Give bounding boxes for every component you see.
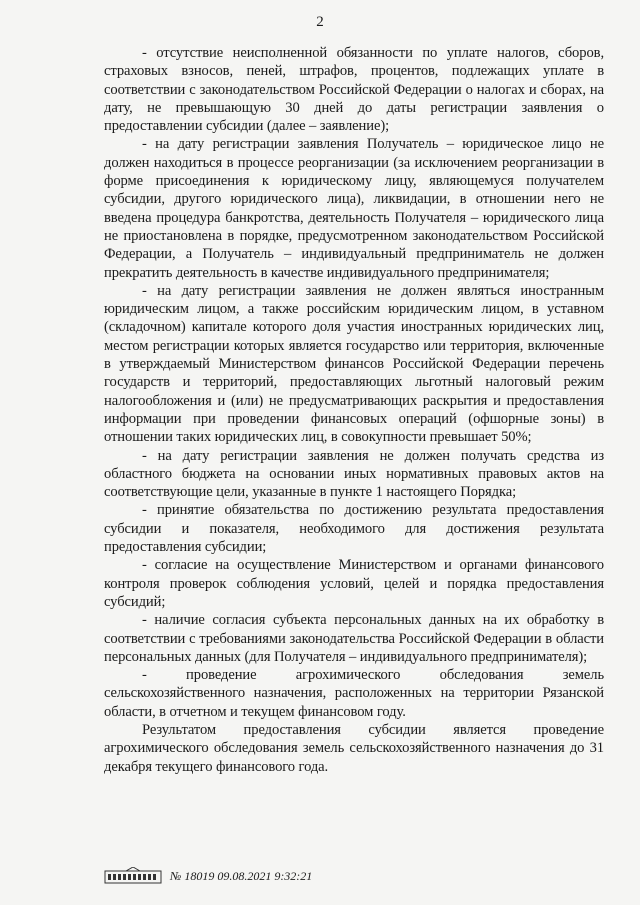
condition-budget-funds: - на дату регистрации заявления не должен получать средства из областного бюджета на основании иных нормативных правовых актов на соответствующие цели, указанные в пункте 1 настоящего Порядка; bbox=[104, 447, 604, 501]
condition-reorganization: - на дату регистрации заявления Получатель – юридическое лицо не должен находиться в процессе реорганизации (за исключением реорганизации в форме присоединения к юридическому лицу, являющемуся получателем субсидии, другого юридического лица), ликвидации, в отношении него не введена процедура банкротства, деятельность Получателя – юридического лица не приостановлена в порядке, предусмотренном законодательством Российской Федерации, а Получатель – индивидуальный предприниматель не должен прекратить деятельность в качестве индивидуального предпринимателя; bbox=[104, 136, 604, 281]
condition-personal-data: - наличие согласия субъекта персональных данных на их обработку в соответствии с требованиями законодательства Российской Федерации в области персональных данных (для Получателя – индивидуального предпринимателя); bbox=[104, 612, 604, 665]
condition-agrochemical-survey: - проведение агрохимического обследования земель сельскохозяйственного назначения, расположенных на территории Рязанской области, в отчетном и текущем финансовом году. bbox=[104, 667, 604, 720]
document-registration-mark: № 18019 09.08.2021 9:32:21 bbox=[170, 868, 313, 883]
condition-tax-debt: - отсутствие неисполненной обязанности по уплате налогов, сборов, страховых взносов, пеней, штрафов, процентов, подлежащих уплате в соответствии с законодательством Российской Федерации о налогах и сборах, на дату, не превышающую 30 дней до даты регистрации заявления о предоставлении субсидии (далее – заявление); bbox=[104, 45, 604, 135]
registry-stamp-icon bbox=[104, 867, 162, 885]
document-footer bbox=[104, 866, 312, 886]
condition-foreign-entity: - на дату регистрации заявления не должен являться иностранным юридическим лицом, а также российским юридическим лицом, в уставном (складочном) капитале которого доля участия иностранных юридических лиц, местом регистрации которых является государство или территория, включенные в утверждаемый Министерством финансов Российской Федерации перечень государств и территорий, предоставляющих льготный налоговый режим налогообложения и (или) не предусматривающих раскрытия и предоставления информации при проведении финансовых операций (офшорные зоны) в отношении таких юридических лиц, в совокупности превышает 50%; bbox=[104, 282, 604, 446]
condition-result-obligation: - принятие обязательства по достижению результата предоставления субсидии и показателя, необходимого для достижения результата предоставления субсидии; bbox=[104, 502, 604, 556]
result-paragraph: Результатом предоставления субсидии является проведение агрохимического обследования земель сельскохозяйственного назначения до 31 декабря текущего финансового года. bbox=[104, 721, 604, 775]
page-number: 2 bbox=[316, 14, 324, 30]
condition-audit-consent: - согласие на осуществление Министерством и органами финансового контроля проверок соблюдения условий, целей и порядка предоставления субсидий; bbox=[104, 557, 604, 610]
document-body bbox=[104, 44, 604, 776]
